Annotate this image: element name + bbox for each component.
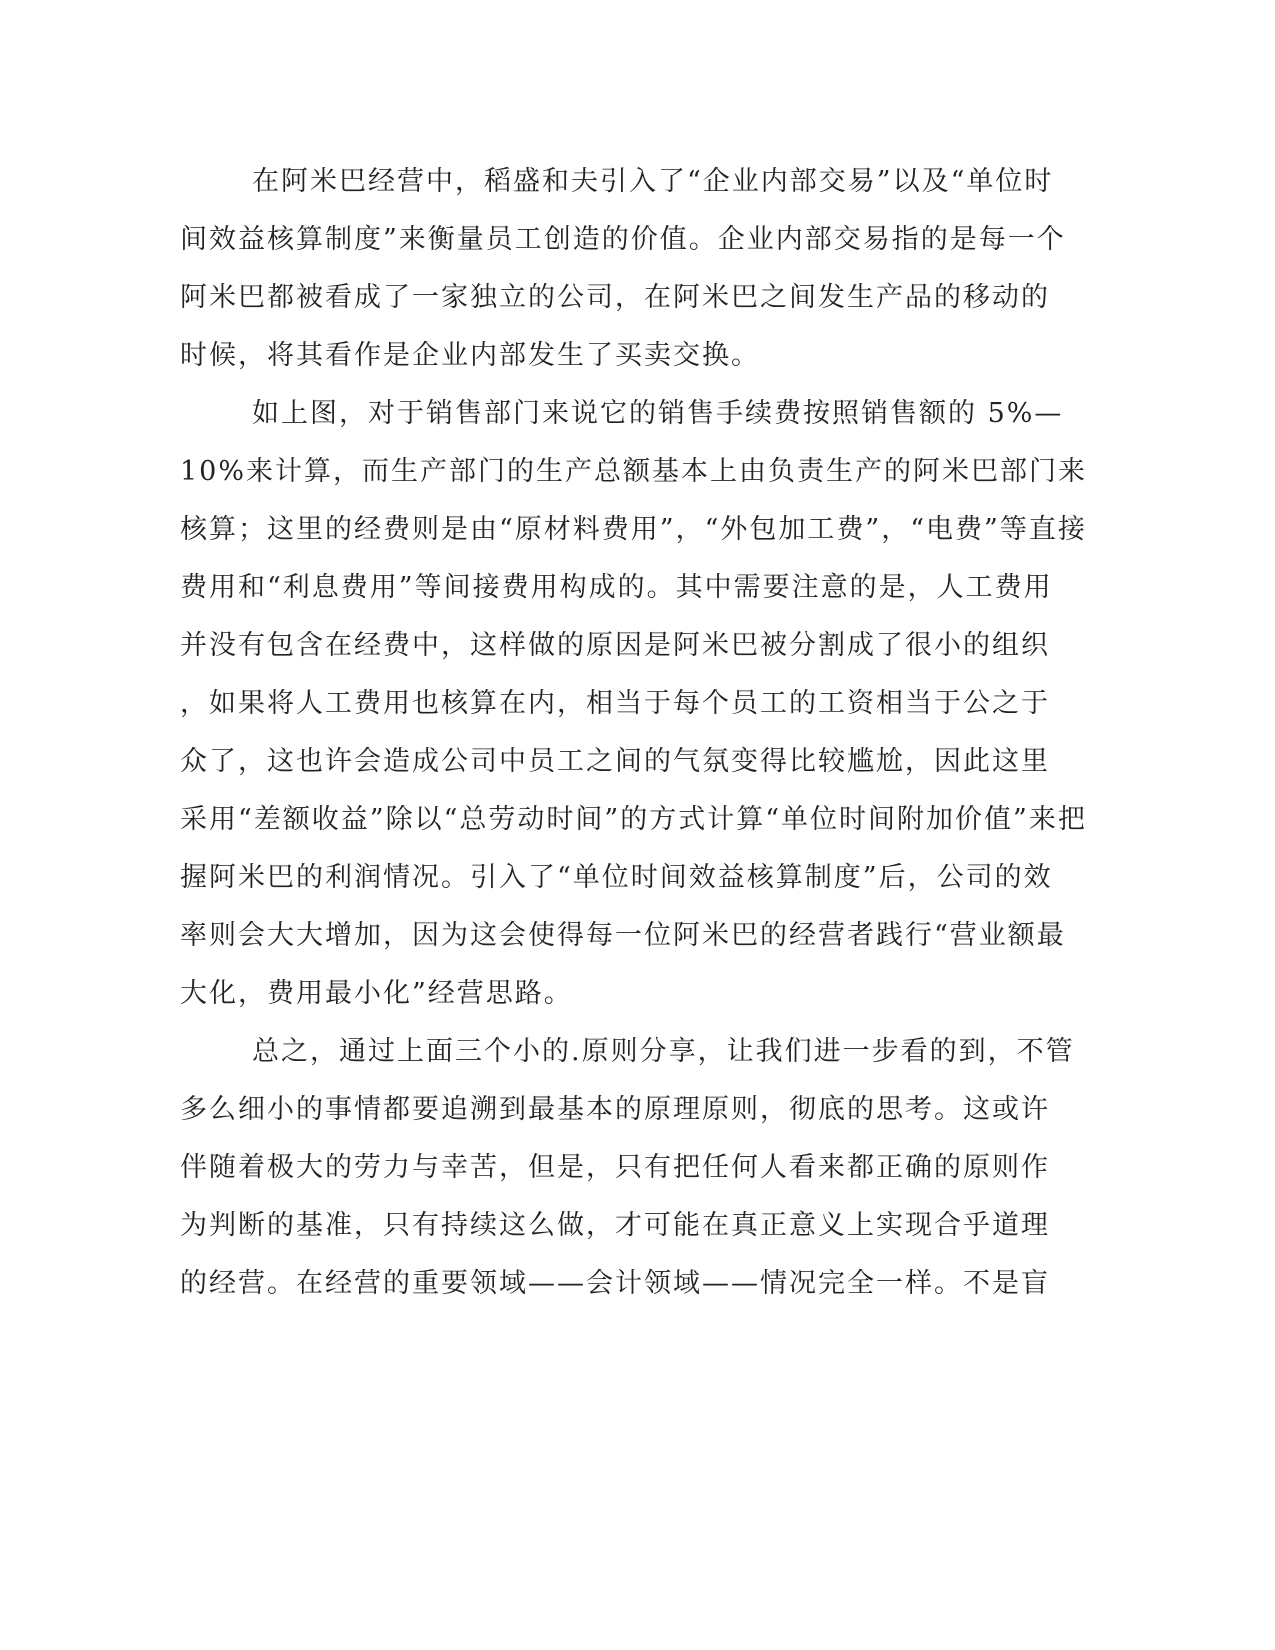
text-line: 握阿米巴的利润情况。引入了“单位时间效益核算制度”后，公司的效 [180,862,1053,893]
text-line: 采用“差额收益”除以“总劳动时间”的方式计算“单位时间附加价值”来把 [180,804,1087,835]
text-line: 率则会大大增加，因为这会使得每一位阿米巴的经营者践行“营业额最 [180,920,1066,951]
text-line: 如上图，对于销售部门来说它的销售手续费按照销售额的 5%— [252,398,1064,429]
text-line: 多么细小的事情都要追溯到最基本的原理原则，彻底的思考。这或许 [180,1094,1050,1125]
text-line: 费用和“利息费用”等间接费用构成的。其中需要注意的是，人工费用 [180,572,1053,603]
text-line: 时候，将其看作是企业内部发生了买卖交换。 [180,340,760,371]
text-line: 10%来计算，而生产部门的生产总额基本上由负责生产的阿米巴部门来 [180,456,1088,487]
text-line: 为判断的基准，只有持续这么做，才可能在真正意义上实现合乎道理 [180,1210,1050,1241]
text-line: 在阿米巴经营中，稻盛和夫引入了“企业内部交易”以及“单位时 [252,166,1054,197]
text-line: 伴随着极大的劳力与幸苦，但是，只有把任何人看来都正确的原则作 [180,1152,1050,1183]
text-line: ，如果将人工费用也核算在内，相当于每个员工的工资相当于公之于 [180,688,1050,719]
text-line: 总之，通过上面三个小的.原则分享，让我们进一步看的到，不管 [252,1036,1075,1067]
text-line: 核算；这里的经费则是由“原材料费用”，“外包加工费”，“电费”等直接 [180,514,1087,545]
text-line: 众了，这也许会造成公司中员工之间的气氛变得比较尴尬，因此这里 [180,746,1050,777]
text-line: 大化，费用最小化”经营思路。 [180,978,573,1009]
text-line: 间效益核算制度”来衡量员工创造的价值。企业内部交易指的是每一个 [180,224,1066,255]
text-line: 并没有包含在经费中，这样做的原因是阿米巴被分割成了很小的组织 [180,630,1050,661]
text-line: 阿米巴都被看成了一家独立的公司，在阿米巴之间发生产品的移动的 [180,282,1050,313]
text-line: 的经营。在经营的重要领域——会计领域——情况完全一样。不是盲 [180,1268,1050,1299]
